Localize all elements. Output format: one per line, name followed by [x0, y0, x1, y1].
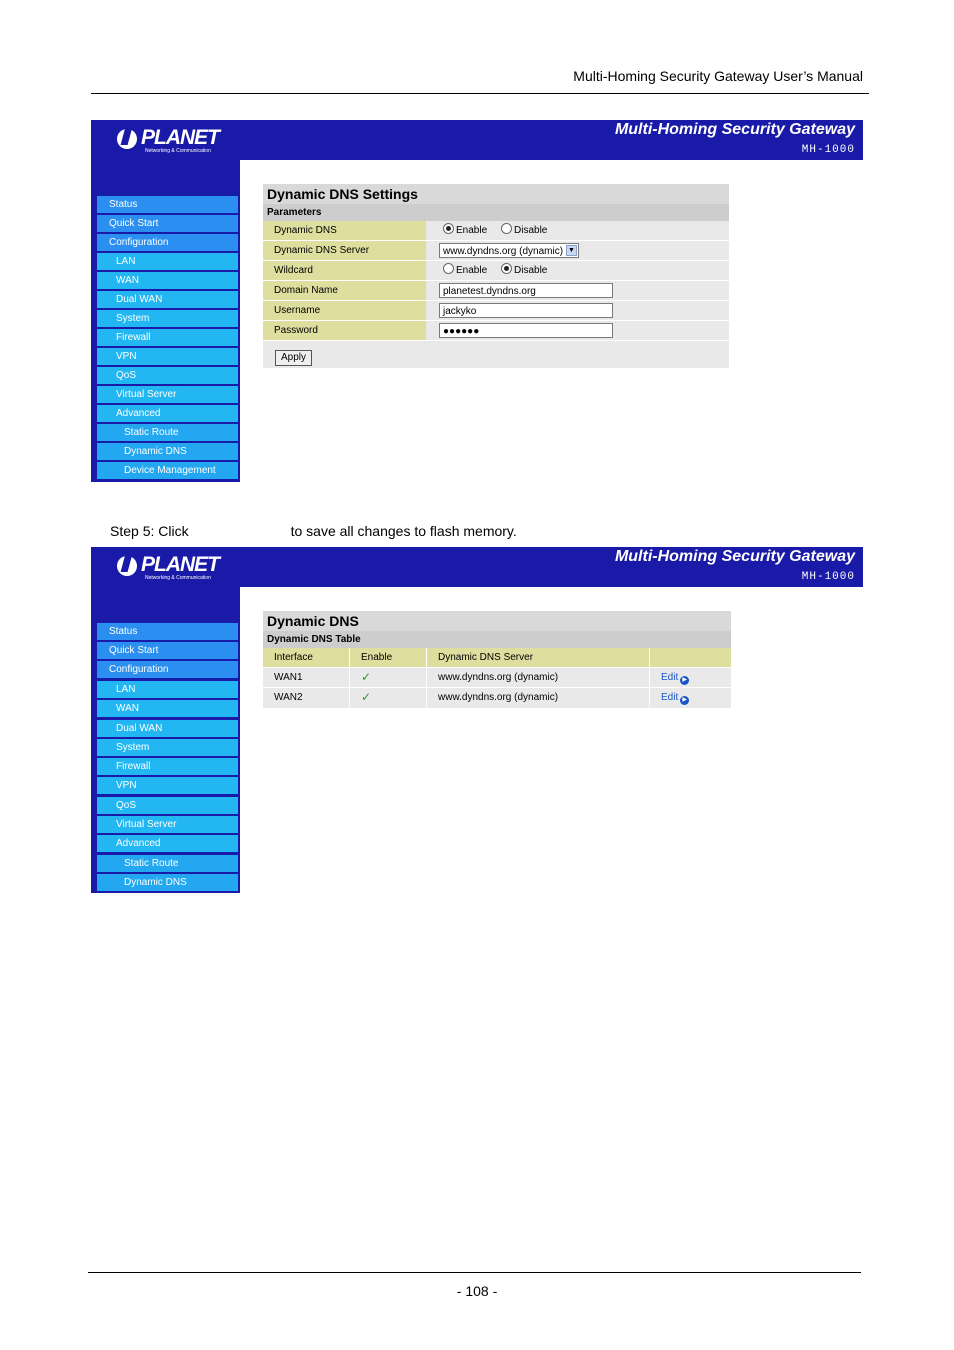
nav-system[interactable]: System [97, 310, 238, 328]
row-ddns-server [263, 241, 729, 261]
table-row [263, 667, 731, 687]
nav-firewall[interactable]: Firewall [97, 329, 238, 347]
arrow-right-icon: ▶ [680, 676, 689, 685]
sidebar [91, 160, 240, 482]
nav-advanced[interactable]: Advanced [97, 835, 238, 853]
label-username: Username [263, 301, 426, 320]
nav-advanced[interactable]: Advanced [97, 405, 238, 423]
row-wildcard [263, 261, 729, 281]
label-password: Password [263, 321, 426, 340]
nav-lan[interactable]: LAN [97, 253, 238, 271]
section-header: Dynamic DNS Table [263, 631, 731, 648]
step-instruction: Step 5: Click to save all changes to flash memory. [110, 523, 517, 539]
username-input[interactable]: jackyko [439, 303, 613, 318]
cell-interface: WAN2 [263, 688, 350, 707]
nav-configuration[interactable]: Configuration [97, 234, 238, 252]
screenshot-settings [91, 120, 863, 482]
nav-dynamic-dns[interactable]: Dynamic DNS [97, 443, 238, 461]
nav-dual-wan[interactable]: Dual WAN [97, 720, 238, 738]
nav-qos[interactable]: QoS [97, 797, 238, 815]
model-name: MH-1000 [801, 144, 855, 156]
ddns-server-select[interactable]: www.dyndns.org (dynamic) ▼ [439, 243, 579, 258]
radio-checked-icon [501, 263, 512, 274]
nav-vpn[interactable]: VPN [97, 777, 238, 795]
sidebar [91, 587, 240, 893]
header-rule [91, 93, 869, 94]
edit-link[interactable]: Edit ▶ [650, 668, 731, 687]
nav-static-route[interactable]: Static Route [97, 855, 238, 873]
radio-unchecked-icon [501, 223, 512, 234]
arrow-right-icon: ▶ [680, 696, 689, 705]
row-domain-name [263, 281, 729, 301]
label-dynamic-dns: Dynamic DNS [263, 221, 426, 240]
ddns-settings-panel [263, 184, 729, 368]
product-title: Multi-Homing Security Gateway [614, 121, 855, 138]
row-password [263, 321, 729, 341]
table-row [263, 687, 731, 707]
wildcard-enable-option[interactable]: Enable [443, 261, 487, 280]
col-enable: Enable [350, 648, 427, 667]
footer-rule [88, 1272, 861, 1273]
panel-title: Dynamic DNS [263, 611, 731, 631]
radio-unchecked-icon [443, 263, 454, 274]
cell-server: www.dyndns.org (dynamic) [427, 668, 650, 687]
manual-header: Multi-Homing Security Gateway User’s Manual [573, 68, 863, 84]
password-input[interactable]: ●●●●●● [439, 323, 613, 338]
ddns-table-panel [263, 611, 731, 708]
nav-virtual-server[interactable]: Virtual Server [97, 816, 238, 834]
model-name: MH-1000 [801, 571, 855, 583]
nav-configuration[interactable]: Configuration [97, 661, 238, 679]
nav-virtual-server[interactable]: Virtual Server [97, 386, 238, 404]
checkmark-icon: ✓ [361, 670, 372, 684]
nav-status[interactable]: Status [97, 623, 238, 641]
screenshot-ddns-table [91, 547, 863, 893]
checkmark-icon: ✓ [361, 690, 372, 704]
nav-wan[interactable]: WAN [97, 272, 238, 290]
radio-checked-icon [443, 223, 454, 234]
cell-interface: WAN1 [263, 668, 350, 687]
nav-quick-start[interactable]: Quick Start [97, 642, 238, 660]
nav-firewall[interactable]: Firewall [97, 758, 238, 776]
label-wildcard: Wildcard [263, 261, 426, 280]
nav-system[interactable]: System [97, 739, 238, 757]
col-interface: Interface [263, 648, 350, 667]
chevron-down-icon: ▼ [566, 245, 577, 256]
page-number: - 108 - [456, 1283, 498, 1299]
col-server: Dynamic DNS Server [427, 648, 650, 667]
wildcard-disable-option[interactable]: Disable [501, 261, 547, 280]
section-header: Parameters [263, 204, 729, 221]
row-dynamic-dns [263, 221, 729, 241]
nav-status[interactable]: Status [97, 196, 238, 214]
nav-dynamic-dns[interactable]: Dynamic DNS [97, 874, 238, 892]
label-ddns-server: Dynamic DNS Server [263, 241, 426, 260]
apply-button[interactable]: Apply [275, 350, 312, 366]
nav-static-route[interactable]: Static Route [97, 424, 238, 442]
edit-link[interactable]: Edit ▶ [650, 688, 731, 707]
nav-device-management[interactable]: Device Management [97, 462, 238, 480]
panel-title: Dynamic DNS Settings [263, 184, 729, 204]
nav-quick-start[interactable]: Quick Start [97, 215, 238, 233]
table-header [263, 648, 731, 667]
label-domain-name: Domain Name [263, 281, 426, 300]
banner: PLANET Networking & Communication Multi-Homing Security Gateway MH-1000 [91, 547, 863, 587]
product-title: Multi-Homing Security Gateway [614, 548, 855, 565]
domain-name-input[interactable]: planetest.dyndns.org [439, 283, 613, 298]
nav-wan[interactable]: WAN [97, 700, 238, 718]
col-action [650, 648, 731, 667]
nav-dual-wan[interactable]: Dual WAN [97, 291, 238, 309]
nav-vpn[interactable]: VPN [97, 348, 238, 366]
nav-lan[interactable]: LAN [97, 681, 238, 699]
nav-qos[interactable]: QoS [97, 367, 238, 385]
cell-server: www.dyndns.org (dynamic) [427, 688, 650, 707]
ddns-enable-option[interactable]: Enable [443, 221, 487, 240]
ddns-disable-option[interactable]: Disable [501, 221, 547, 240]
row-username [263, 301, 729, 321]
banner: PLANET Networking & Communication Multi-Homing Security Gateway MH-1000 [91, 120, 863, 160]
